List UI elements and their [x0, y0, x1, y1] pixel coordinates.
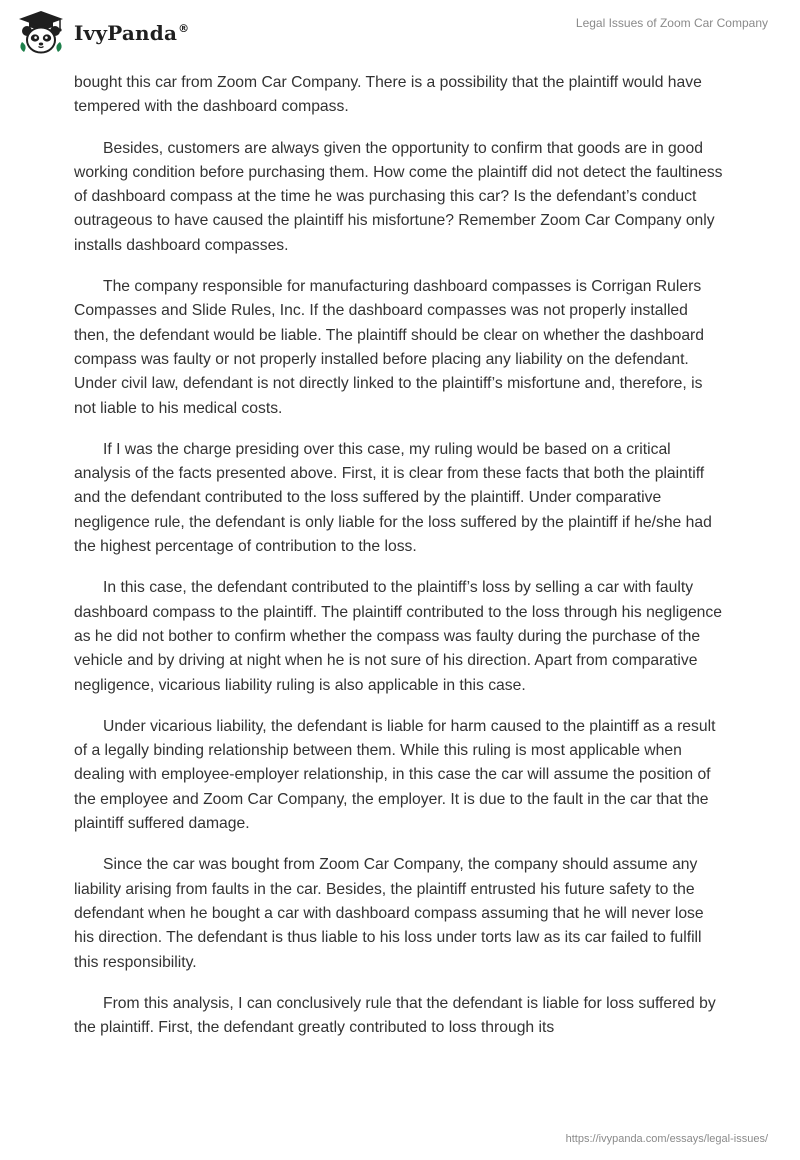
paragraph: bought this car from Zoom Car Company. There is a possibility that the plaintiff would have tempered with the dashboard compass. — [74, 74, 702, 116]
paragraph: The company responsible for manufacturing dashboard compasses is Corrigan Rulers Compasses and Slide Rules, Inc. If the dashboard compasses was not properly installed then, the defendant would be liable. The plaintiff should be clear on whether the dashboard compass was faulty or not properly installed before placing any liability on the defendant. Under civil law, defendant is not directly linked to the plaintiff’s misfortune and, therefore, is not liable to his medical costs. — [74, 278, 704, 417]
paragraph: From this analysis, I can conclusively rule that the defendant is liable for loss suffered by the plaintiff. First, the defendant greatly contributed to loss through its — [74, 994, 716, 1037]
essay-body — [74, 71, 724, 1057]
document-title: Legal Issues of Zoom Car Company — [575, 16, 768, 30]
paragraph: Under vicarious liability, the defendant is liable for harm caused to the plaintiff as a result of a legally binding relationship between them. While this ruling is most applicable when dealing with employee-employer relationship, in this case the car will assume the position of the employee and Zoom Car Company, the employer. It is due to the fault in the car that the plaintiff suffered damage. — [74, 717, 716, 833]
paragraph: Besides, customers are always given the opportunity to confirm that goods are in good working condition before purchasing them. How come the plaintiff did not detect the faultiness of dashboard compass at the time he was purchasing this car? Is the defendant’s conduct outrageous to have caused the plaintiff his misfortune? Remember Zoom Car Company only installs dashboard compasses. — [74, 139, 723, 254]
paragraph: Since the car was bought from Zoom Car Company, the company should assume any liability arising from faults in the car. Besides, the plaintiff entrusted his future safety to the defendant when he bought a car with dashboard compass assuming that he will never lose his direction. The defendant is thus liable to his loss under torts law as its car failed to fulfill this responsibility. — [74, 856, 704, 971]
paragraph: If I was the charge presiding over this case, my ruling would be based on a critical analysis of the facts presented above. First, it is clear from these facts that both the plaintiff and the defendant contributed to the loss suffered by the plaintiff. Under comparative negligence rule, the defendant is only liable for the loss suffered by the plaintiff if he/she had the highest percentage of contribution to the loss. — [74, 440, 712, 556]
paragraph: In this case, the defendant contributed to the plaintiff’s loss by selling a car with faulty dashboard compass to the plaintiff. The plaintiff contributed to the loss through his negligence as he did not bother to confirm whether the compass was faulty during the purchase of the vehicle and by driving at night when he is not sure of his direction. Apart from comparative negligence, vicarious liability ruling is also applicable in this case. — [74, 579, 722, 694]
source-url[interactable]: https://ivypanda.com/essays/legal-issues/ — [565, 1133, 768, 1145]
page-header — [0, 0, 800, 66]
registered-mark: ® — [178, 22, 190, 36]
brand-name: IvyPanda® — [74, 21, 190, 45]
panda-graduate-logo-icon — [16, 8, 66, 58]
brand-logo[interactable] — [16, 8, 189, 58]
